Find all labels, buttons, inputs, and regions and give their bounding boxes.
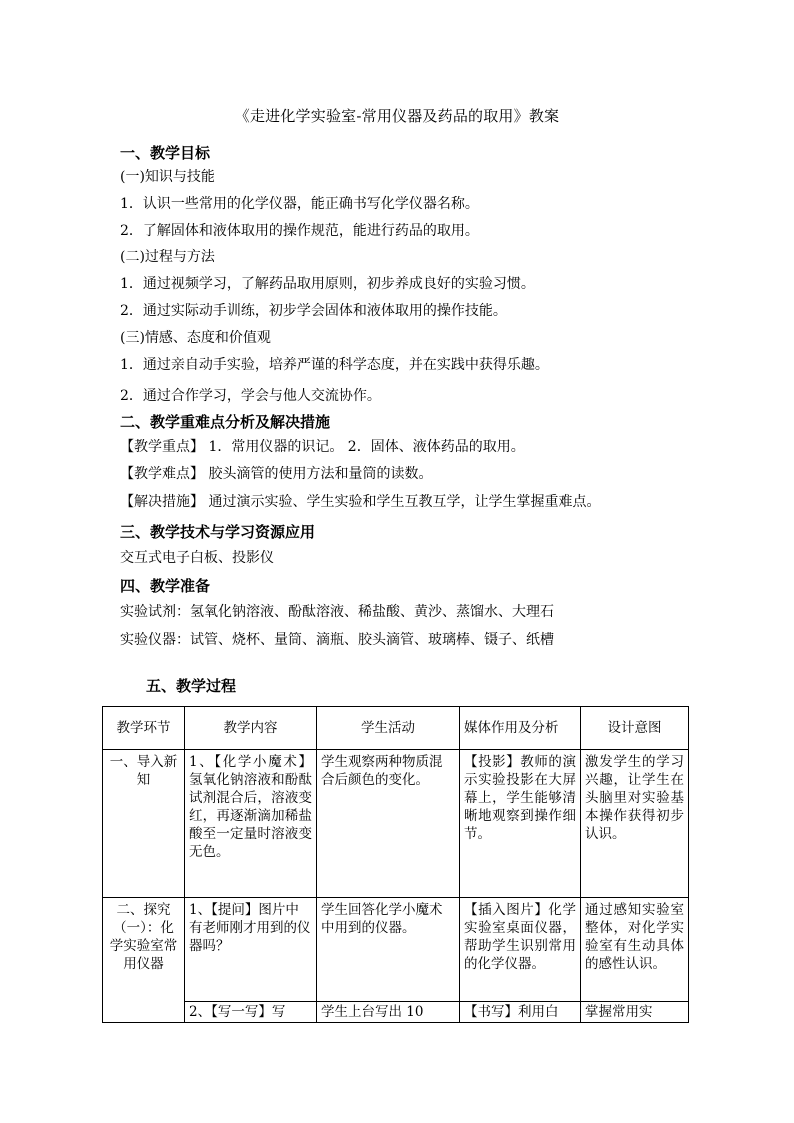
section5-heading: 五、教学过程 (146, 677, 237, 695)
column-header-stage: 教学环节 (103, 707, 185, 750)
column-header-activity: 学生活动 (317, 707, 460, 750)
column-header-media: 媒体作用及分析 (460, 707, 581, 750)
section1-sub1-item-2: 2．了解固体和液体取用的操作规范，能进行药品的取用。 (120, 223, 479, 239)
section1-sub2: (二)过程与方法 (120, 249, 215, 265)
section4-heading: 四、教学准备 (120, 577, 211, 595)
section1-sub3-item-2: 2．通过合作学习，学会与他人交流协作。 (120, 388, 381, 404)
section1-sub2-item-2: 2．通过实际动手训练，初步学会固体和液体取用的操作技能。 (120, 303, 507, 319)
section1-heading: 一、教学目标 (120, 144, 211, 162)
section3-heading: 三、教学技术与学习资源应用 (120, 523, 316, 541)
column-header-intent: 设计意图 (581, 707, 689, 750)
column-header-content: 教学内容 (185, 707, 317, 750)
table-row (103, 750, 689, 898)
cell-intent: 掌握常用实 (581, 1002, 689, 1023)
cell-content: 1、【提问】图片中有老师刚才用到的仪器吗？ (185, 898, 317, 1002)
section1-sub3-item-1: 1．通过亲自动手实验，培养严谨的科学态度，并在实践中获得乐趣。 (120, 357, 549, 373)
section2-key-points: 【教学重点】 1．常用仪器的识记。 2．固体、液体药品的取用。 (120, 439, 525, 455)
cell-content: 1、【化学小魔术】氢氧化钠溶液和酚酞试剂混合后，溶液变红，再逐渐滴加稀盐酸至一定量时溶液变无色。 (185, 750, 317, 898)
table-row (103, 1002, 689, 1023)
cell-media: 【书写】利用白 (460, 1002, 581, 1023)
section1-sub1: (一)知识与技能 (120, 169, 215, 185)
section3-text: 交互式电子白板、投影仪 (120, 550, 274, 566)
section1-sub2-item-1: 1．通过视频学习，了解药品取用原则，初步养成良好的实验习惯。 (120, 276, 535, 292)
table-header-row (103, 707, 689, 750)
section2-measures: 【解决措施】 通过演示实验、学生实验和学生互教互学，让学生掌握重难点。 (120, 494, 601, 510)
cell-activity: 学生回答化学小魔术中用到的仪器。 (317, 898, 460, 1002)
cell-intent: 通过感知实验室整体，对化学实验室有生动具体的感性认识。 (581, 898, 689, 1002)
cell-stage: 二、探究（一）：化学实验室常用仪器 (103, 898, 185, 1023)
cell-activity: 学生观察两种物质混合后颜色的变化。 (317, 750, 460, 898)
section2-heading: 二、教学重难点分析及解决措施 (120, 413, 331, 431)
section4-instruments: 实验仪器：试管、烧杯、量筒、滴瓶、胶头滴管、玻璃棒、镊子、纸槽 (120, 632, 554, 648)
cell-stage: 一、导入新知 (103, 750, 185, 898)
section2-difficult-points: 【教学难点】 胶头滴管的使用方法和量筒的读数。 (120, 466, 433, 482)
cell-activity: 学生上台写出 10 (317, 1002, 460, 1023)
section1-sub1-item-1: 1．认识一些常用的化学仪器，能正确书写化学仪器名称。 (120, 196, 479, 212)
table-row (103, 898, 689, 1002)
cell-media: 【插入图片】化学实验室桌面仪器，帮助学生识别常用的化学仪器。 (460, 898, 581, 1002)
section1-sub3: (三)情感、态度和价值观 (120, 330, 271, 346)
section4-reagents: 实验试剂：氢氧化钠溶液、酚酞溶液、稀盐酸、黄沙、蒸馏水、大理石 (120, 604, 554, 620)
cell-intent: 激发学生的学习兴趣，让学生在头脑里对实验基本操作获得初步认识。 (581, 750, 689, 898)
cell-content: 2、【写一写】写 (185, 1002, 317, 1023)
document-title: 《走进化学实验室-常用仪器及药品的取用》教案 (234, 107, 560, 125)
teaching-process-table (102, 706, 689, 1023)
cell-media: 【投影】教师的演示实验投影在大屏幕上，学生能够清晰地观察到操作细节。 (460, 750, 581, 898)
